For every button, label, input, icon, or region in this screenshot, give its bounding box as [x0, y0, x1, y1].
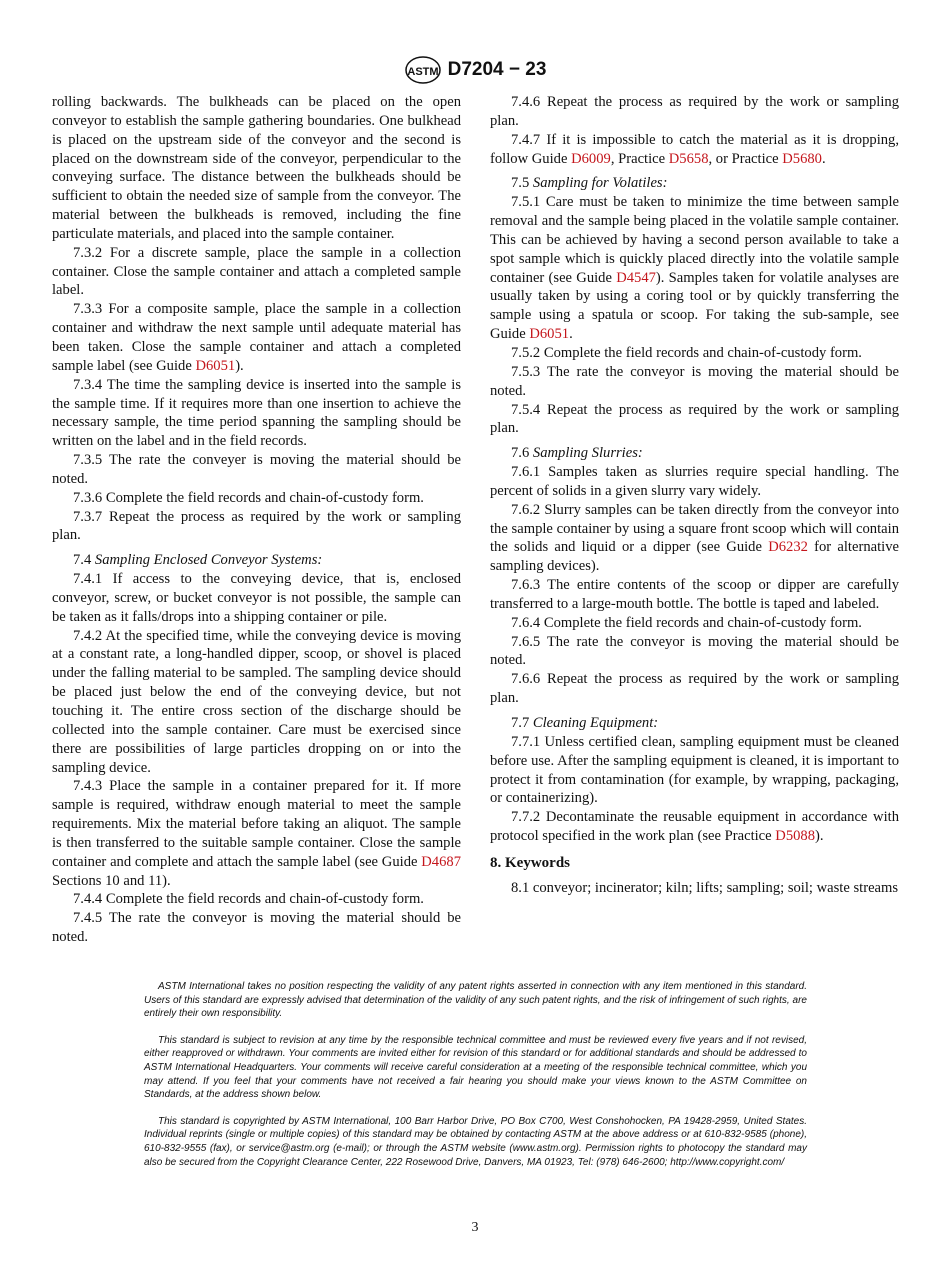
- paragraph: [490, 670, 899, 708]
- astm-logo-icon: [404, 55, 442, 85]
- standard-reference-link[interactable]: D6051: [195, 357, 236, 374]
- standard-reference-link[interactable]: D6009: [571, 150, 611, 167]
- text-run: 7.4: [73, 552, 95, 569]
- text-run: 7.4.1 If access to the conveying device, that is, enclosed conveyor, screw, or bucket conveyor is not possible, the sample can be taken as it falls/drops into a shipping container or pile.: [52, 571, 461, 625]
- text-run: 7.5.4 Repeat the process as required by the work or sampling plan.: [490, 401, 899, 437]
- text-run: Sections 10 and 11).: [52, 872, 171, 889]
- paragraph: [52, 93, 461, 244]
- paragraph: [52, 890, 461, 909]
- standard-reference-link[interactable]: D5680: [782, 150, 822, 167]
- subsection-heading: [52, 551, 461, 570]
- paragraph: [490, 576, 899, 614]
- paragraph: [490, 401, 899, 439]
- standard-reference-link[interactable]: D5658: [668, 150, 709, 167]
- page-header: [0, 55, 950, 85]
- section-heading: [490, 854, 899, 873]
- paragraph: [490, 714, 899, 733]
- right-column: [490, 93, 899, 898]
- paragraph: [52, 777, 461, 890]
- text-run: 7.6.3 The entire contents of the scoop or dipper are carefully transferred to a large-mouth bottle. The bottle is taped and labeled.: [490, 577, 899, 612]
- paragraph: [52, 451, 461, 489]
- text-run: 8.1 conveyor; incinerator; kiln; lifts; sampling; soil; waste streams: [511, 879, 899, 896]
- page-number: 3: [471, 1220, 479, 1235]
- paragraph: [52, 244, 461, 301]
- text-run: 7.5.1 Care must be taken to minimize the time between sample removal and the sample being placed in the volatile sample container. This can be achieved by having a second person available to take a spot sample which is quickly placed directly into the volatile sample container (see Guide: [490, 194, 899, 286]
- paragraph: [490, 633, 899, 671]
- text-run: .: [821, 150, 826, 167]
- paragraph: [52, 300, 461, 375]
- heading-title: Sampling Slurries:: [532, 445, 643, 462]
- paragraph: [52, 508, 461, 546]
- text-run: 7.5.3 The rate the conveyor is moving the material should be noted.: [490, 363, 899, 399]
- footer-revision-notice: This standard is subject to revision at any time by the responsible technical committee and must be reviewed every five years and if not revised, either reapproved or withdrawn. Your comments are invited either for revision of this standard or for additional standards and should be addressed to ASTM International Headquarters. Your comments will receive careful consideration at a meeting of the responsible technical committee, which you may attend. If you feel that your comments have not received a fair hearing you should make your views known to the ASTM Committee on Standards, at the address shown below.: [144, 1034, 807, 1101]
- standard-reference-link[interactable]: D4687: [421, 853, 461, 870]
- text-run: 7.5.2 Complete the field records and chain-of-custody form.: [511, 344, 862, 361]
- paragraph: [52, 909, 461, 947]
- text-run: for alternative sampling devices).: [490, 539, 899, 575]
- text-run: 7.4.6 Repeat the process as required by the work or sampling plan.: [490, 94, 899, 129]
- text-run: .: [569, 326, 573, 343]
- text-run: 7.3.2 For a discrete sample, place the sample in a collection container. Close the sample container and attach a completed sample label.: [52, 244, 461, 299]
- left-column: [52, 93, 461, 947]
- text-run: 7.6.6 Repeat the process as required by the work or sampling plan.: [490, 671, 899, 707]
- text-run: 7.6.2 Slurry samples can be taken directly from the conveyor into the sample container by using a square front scoop which will contain the solids and liquid or a dipper (see Guide: [490, 501, 899, 556]
- text-run: 7.6.5 The rate the conveyor is moving the material should be noted.: [490, 633, 899, 669]
- paragraph: [490, 733, 899, 808]
- footer-notice: [144, 980, 807, 1182]
- svg-text:ASTM: ASTM: [407, 66, 439, 78]
- text-run: 8. Keywords: [490, 854, 570, 871]
- paragraph: [490, 93, 899, 131]
- standard-reference-link[interactable]: D4547: [616, 269, 656, 286]
- text-run: 7.3.7 Repeat the process as required by the work or sampling plan.: [52, 508, 461, 544]
- text-run: 7.7.2 Decontaminate the reusable equipment in accordance with protocol specified in the work plan (see Practice: [490, 809, 899, 845]
- heading-title: Sampling Enclosed Conveyor Systems:: [94, 552, 323, 569]
- paragraph: [490, 463, 899, 501]
- paragraph: [490, 131, 899, 169]
- paragraph: [490, 501, 899, 576]
- text-run: 7.3.5 The rate the conveyer is moving the material should be noted.: [52, 452, 461, 487]
- document-designation: D7204 − 23: [447, 59, 547, 80]
- text-run: rolling backwards. The bulkheads can be placed on the open conveyor to establish the sample gathering boundaries. One bulkhead is placed on the upstream side of the conveyor and the second is placed on the downstream side of the conveyor, perpendicular to the conveying surface. The distance between the bulkheads should be sufficient to obtain the needed size of sample from the conveyor. The material between the bulkheads is removed, including the fine particulate materials, and placed into the sample container.: [52, 94, 461, 242]
- text-run: 7.4.3 Place the sample in a container prepared for it. If more sample is required, withdraw enough material to meet the sample requirements. Mix the material before taking an aliquot. The sample is then transferred to the suitable sample container. Close the sample container and complete and attach the sample label (see Guide: [52, 778, 461, 870]
- text-run: 7.4.7 If it is impossible to catch the material as it is dropping, follow Guide: [490, 131, 899, 167]
- text-run: 7.4.2 At the specified time, while the conveying device is moving at a constant rate, a long-handled dipper, scoop, or shovel is placed under the falling material to be sampled. The sampling device should be placed just below the end of the conveying device, but not touching it. The entire cross section of the discharge should be collected into the sample container. Care must be exercised since there are possibilities of large particles dropping on or into the sampling device.: [52, 627, 461, 776]
- text-run: ).: [815, 828, 824, 845]
- paragraph: [490, 193, 899, 344]
- paragraph: [52, 570, 461, 627]
- text-run: 7.7.1 Unless certified clean, sampling equipment must be cleaned before use. After the sampling equipment is cleaned, it is important to protect it from contamination (for example, by wrapping, packaging, or containerizing).: [490, 733, 899, 807]
- paragraph: [52, 376, 461, 451]
- standard-reference-link[interactable]: D6232: [768, 539, 808, 556]
- text-run: ). Samples taken for volatile analyses are usually taken by using a coring tool or by quickly transferring the sample using a spatula or scoop. For taking the sub-sample, see Guide: [490, 269, 899, 343]
- text-run: 7.7: [511, 715, 533, 731]
- text-run: 7.6: [511, 445, 533, 462]
- text-run: , or Practice: [708, 150, 783, 167]
- footer-patent-notice: ASTM International takes no position respecting the validity of any patent rights asserted in connection with any item mentioned in this standard. Users of this standard are expressly advised that determination of the validity of any such patent rights, and the risk of infringement of such rights, are entirely their own responsibility.: [144, 981, 807, 1020]
- subsection-heading: [490, 444, 899, 463]
- paragraph: [52, 489, 461, 508]
- text-run: 7.3.3 For a composite sample, place the sample in a collection container and withdraw the next sample until adequate material has been taken. Close the sample container and attach a completed sample label (see Guide: [52, 301, 461, 374]
- heading-title: Sampling for Volatiles:: [532, 175, 668, 192]
- text-run: 7.4.4 Complete the field records and chain-of-custody form.: [73, 891, 424, 908]
- paragraph: [52, 627, 461, 778]
- footer-copyright-notice: This standard is copyrighted by ASTM International, 100 Barr Harbor Drive, PO Box C700, West Conshohocken, PA 19428-2959, United States. Individual reprints (single or multiple copies) of this standard may be obtained by contacting ASTM at the above address or at 610-832-9585 (phone), 610-832-9555 (fax), or service@astm.org (e-mail); or through the ASTM website (www.astm.org). Permission rights to photocopy the standard may also be secured from the Copyright Clearance Center, 222 Rosewood Drive, Danvers, MA 01923, Tel: (978) 646-2600; http://www.copyright.com/: [144, 1115, 807, 1168]
- text-run: 7.3.4 The time the sampling device is inserted into the sample is the sample time. If it requires more than one insertion to achieve the necessary sample, the time period spanning the sampling should be written on the label and in the field records.: [52, 376, 461, 450]
- text-run: , Practice: [610, 150, 669, 167]
- text-run: 7.5: [511, 175, 533, 192]
- paragraph: [490, 363, 899, 401]
- text-run: ).: [235, 357, 244, 374]
- text-run: 7.3.6 Complete the field records and chain-of-custody form.: [73, 489, 424, 506]
- paragraph: [490, 344, 899, 363]
- paragraph: [490, 879, 899, 898]
- heading-title: Cleaning Equipment:: [532, 715, 659, 731]
- subsection-heading: [490, 174, 899, 193]
- text-run: 7.6.4 Complete the field records and chain-of-custody form.: [511, 614, 862, 631]
- paragraph: [490, 614, 899, 633]
- paragraph: [490, 808, 899, 846]
- standard-reference-link[interactable]: D5088: [775, 828, 816, 845]
- text-run: 7.6.1 Samples taken as slurries require special handling. The percent of solids in a given slurry vary widely.: [490, 464, 899, 499]
- text-run: 7.4.5 The rate the conveyor is moving the material should be noted.: [52, 910, 461, 946]
- standard-reference-link[interactable]: D6051: [529, 326, 570, 343]
